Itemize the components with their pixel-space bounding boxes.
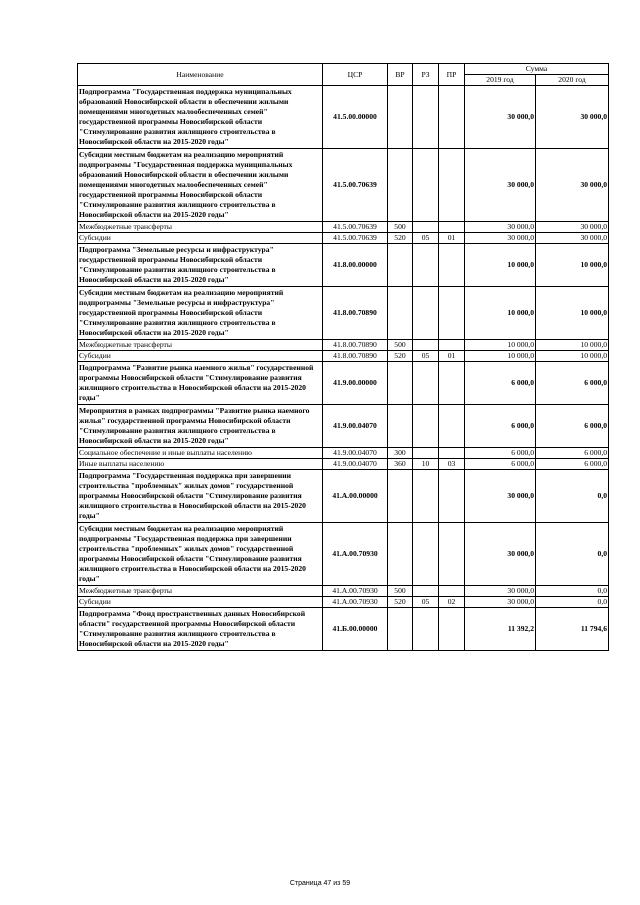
cell-name: Мероприятия в рамках подпрограммы "Развитие рынка наемного жилья" государственной программы Новосибирской области "Стимулирование развития жилищного строительства в Новосибирской области на 2015-2020 годы" — [78, 405, 323, 448]
header-year-2019: 2019 год — [465, 75, 536, 86]
cell-name: Социальное обеспечение и иные выплаты населению — [78, 448, 323, 459]
cell-pr — [439, 340, 465, 351]
program-row — [78, 149, 609, 222]
expense-row — [78, 597, 609, 608]
cell-vr: 360 — [388, 459, 413, 470]
cell-name: Субсидии местным бюджетам на реализацию мероприятий подпрограммы "Государственная поддержка при завершении строительства "проблемных" жилых домов" государственной программы Новосибирской области "Стимулирование развития жилищного строительства в Новосибирской области на 2015-2020 годы" — [78, 523, 323, 586]
header-vr: ВР — [388, 64, 413, 86]
cell-rz: 10 — [413, 459, 439, 470]
cell-csr: 41.5.00.70639 — [323, 233, 388, 244]
cell-pr — [439, 523, 465, 586]
cell-vr — [388, 362, 413, 405]
header-pr: ПР — [439, 64, 465, 86]
cell-vr: 520 — [388, 351, 413, 362]
cell-vr: 520 — [388, 233, 413, 244]
cell-vr: 500 — [388, 222, 413, 233]
cell-sum-2020: 0,0 — [536, 597, 609, 608]
cell-sum-2019: 30 000,0 — [465, 222, 536, 233]
cell-pr: 02 — [439, 597, 465, 608]
cell-sum-2020: 6 000,0 — [536, 362, 609, 405]
cell-vr: 520 — [388, 597, 413, 608]
cell-csr: 41.8.00.70890 — [323, 340, 388, 351]
cell-pr — [439, 244, 465, 287]
cell-vr — [388, 523, 413, 586]
cell-rz — [413, 586, 439, 597]
cell-rz — [413, 149, 439, 222]
expense-row — [78, 351, 609, 362]
cell-rz — [413, 470, 439, 523]
cell-name: Субсидии местным бюджетам на реализацию мероприятий подпрограммы "Государственная поддержка муниципальных образований Новосибирской области в обеспечении жилыми помещениями многодетных малообеспеченных семей" государственной программы Новосибирской области "Стимулирование развития жилищного строительства в Новосибирской области на 2015-2020 годы" — [78, 149, 323, 222]
cell-csr: 41.А.00.70930 — [323, 597, 388, 608]
cell-pr — [439, 287, 465, 340]
cell-sum-2019: 30 000,0 — [465, 597, 536, 608]
cell-rz — [413, 362, 439, 405]
cell-sum-2019: 6 000,0 — [465, 448, 536, 459]
cell-sum-2019: 6 000,0 — [465, 405, 536, 448]
cell-vr — [388, 470, 413, 523]
expense-row — [78, 233, 609, 244]
cell-name: Межбюджетные трансферты — [78, 222, 323, 233]
cell-sum-2020: 30 000,0 — [536, 222, 609, 233]
cell-name: Субсидии — [78, 597, 323, 608]
cell-vr — [388, 86, 413, 149]
cell-vr — [388, 608, 413, 651]
cell-pr — [439, 448, 465, 459]
cell-vr — [388, 244, 413, 287]
cell-pr — [439, 222, 465, 233]
expense-row — [78, 586, 609, 597]
cell-sum-2020: 10 000,0 — [536, 351, 609, 362]
cell-pr — [439, 405, 465, 448]
cell-rz: 05 — [413, 233, 439, 244]
cell-name: Подпрограмма "Фонд пространственных данных Новосибирской области" государственной программы Новосибирской области "Стимулирование развития жилищного строительства в Новосибирской области на 2015-2020 годы" — [78, 608, 323, 651]
cell-csr: 41.5.00.70639 — [323, 149, 388, 222]
cell-name: Иные выплаты населению — [78, 459, 323, 470]
program-row — [78, 470, 609, 523]
cell-pr — [439, 608, 465, 651]
cell-sum-2020: 0,0 — [536, 586, 609, 597]
cell-sum-2020: 30 000,0 — [536, 86, 609, 149]
cell-csr: 41.Б.00.00000 — [323, 608, 388, 651]
cell-sum-2019: 30 000,0 — [465, 233, 536, 244]
header-sum: Сумма — [465, 64, 609, 75]
cell-rz — [413, 448, 439, 459]
cell-rz — [413, 523, 439, 586]
program-row — [78, 86, 609, 149]
cell-name: Подпрограмма "Развитие рынка наемного жилья" государственной программы Новосибирской области "Стимулирование развития жилищного строительства в Новосибирской области на 2015-2020 годы" — [78, 362, 323, 405]
expense-row — [78, 448, 609, 459]
cell-vr: 300 — [388, 448, 413, 459]
cell-sum-2020: 10 000,0 — [536, 287, 609, 340]
cell-rz — [413, 222, 439, 233]
table-body — [78, 86, 609, 651]
cell-vr: 500 — [388, 586, 413, 597]
cell-name: Межбюджетные трансферты — [78, 586, 323, 597]
cell-sum-2020: 6 000,0 — [536, 448, 609, 459]
expense-row — [78, 222, 609, 233]
cell-pr — [439, 149, 465, 222]
cell-rz — [413, 608, 439, 651]
cell-rz — [413, 86, 439, 149]
program-row — [78, 523, 609, 586]
program-row — [78, 608, 609, 651]
cell-sum-2019: 30 000,0 — [465, 470, 536, 523]
cell-sum-2019: 6 000,0 — [465, 459, 536, 470]
cell-name: Межбюджетные трансферты — [78, 340, 323, 351]
cell-name: Подпрограмма "Земельные ресурсы и инфраструктура" государственной программы Новосибирской области "Стимулирование развития жилищного строительства в Новосибирской области на 2015-2020 годы" — [78, 244, 323, 287]
program-row — [78, 244, 609, 287]
cell-sum-2019: 10 000,0 — [465, 244, 536, 287]
cell-csr: 41.9.00.04070 — [323, 459, 388, 470]
cell-pr — [439, 362, 465, 405]
cell-vr — [388, 287, 413, 340]
cell-sum-2020: 30 000,0 — [536, 233, 609, 244]
cell-pr: 01 — [439, 351, 465, 362]
cell-sum-2019: 10 000,0 — [465, 287, 536, 340]
page-number: Страница 47 из 59 — [289, 880, 351, 887]
header-csr: ЦСР — [323, 64, 388, 86]
cell-name: Субсидии местным бюджетам на реализацию мероприятий подпрограммы "Земельные ресурсы и инфраструктура" государственной программы Новосибирской области "Стимулирование развития жилищного строительства в Новосибирской области на 2015-2020 годы" — [78, 287, 323, 340]
header-name: Наименование — [78, 64, 323, 86]
cell-csr: 41.А.00.70930 — [323, 523, 388, 586]
cell-name: Субсидии — [78, 351, 323, 362]
cell-rz: 05 — [413, 351, 439, 362]
cell-pr: 01 — [439, 233, 465, 244]
cell-sum-2020: 0,0 — [536, 470, 609, 523]
cell-sum-2019: 10 000,0 — [465, 340, 536, 351]
header-year-2020: 2020 год — [536, 75, 609, 86]
program-row — [78, 405, 609, 448]
cell-sum-2019: 10 000,0 — [465, 351, 536, 362]
expense-row — [78, 340, 609, 351]
cell-name: Субсидии — [78, 233, 323, 244]
cell-sum-2019: 6 000,0 — [465, 362, 536, 405]
cell-csr: 41.9.00.04070 — [323, 448, 388, 459]
cell-csr: 41.8.00.00000 — [323, 244, 388, 287]
cell-sum-2019: 30 000,0 — [465, 149, 536, 222]
header-rz: РЗ — [413, 64, 439, 86]
cell-csr: 41.А.00.00000 — [323, 470, 388, 523]
cell-sum-2020: 0,0 — [536, 523, 609, 586]
cell-sum-2020: 6 000,0 — [536, 405, 609, 448]
cell-csr: 41.8.00.70890 — [323, 351, 388, 362]
cell-rz: 05 — [413, 597, 439, 608]
cell-rz — [413, 405, 439, 448]
cell-rz — [413, 287, 439, 340]
cell-sum-2020: 10 000,0 — [536, 244, 609, 287]
cell-rz — [413, 244, 439, 287]
cell-pr — [439, 86, 465, 149]
cell-sum-2020: 6 000,0 — [536, 459, 609, 470]
cell-sum-2020: 11 794,6 — [536, 608, 609, 651]
document-page — [77, 63, 609, 651]
cell-pr — [439, 586, 465, 597]
cell-rz — [413, 340, 439, 351]
cell-pr: 03 — [439, 459, 465, 470]
cell-csr: 41.8.00.70890 — [323, 287, 388, 340]
program-row — [78, 362, 609, 405]
cell-sum-2020: 30 000,0 — [536, 149, 609, 222]
cell-vr — [388, 405, 413, 448]
cell-name: Подпрограмма "Государственная поддержка муниципальных образований Новосибирской области в обеспечении жилыми помещениями многодетных малообеспеченных семей" государственной программы Новосибирской области "Стимулирование развития жилищного строительства в Новосибирской области на 2015-2020 годы" — [78, 86, 323, 149]
cell-name: Подпрограмма "Государственная поддержка при завершении строительства "проблемных" жилых домов" государственной программы Новосибирской области "Стимулирование развития жилищного строительства в Новосибирской области на 2015-2020 годы" — [78, 470, 323, 523]
cell-vr — [388, 149, 413, 222]
cell-sum-2019: 30 000,0 — [465, 86, 536, 149]
budget-table — [77, 63, 609, 651]
cell-sum-2019: 30 000,0 — [465, 586, 536, 597]
cell-csr: 41.5.00.00000 — [323, 86, 388, 149]
cell-csr: 41.9.00.04070 — [323, 405, 388, 448]
program-row — [78, 287, 609, 340]
cell-vr: 500 — [388, 340, 413, 351]
table-header — [78, 64, 609, 86]
expense-row — [78, 459, 609, 470]
cell-csr: 41.9.00.00000 — [323, 362, 388, 405]
cell-sum-2019: 11 392,2 — [465, 608, 536, 651]
cell-sum-2019: 30 000,0 — [465, 523, 536, 586]
cell-sum-2020: 10 000,0 — [536, 340, 609, 351]
cell-pr — [439, 470, 465, 523]
cell-csr: 41.А.00.70930 — [323, 586, 388, 597]
cell-csr: 41.5.00.70639 — [323, 222, 388, 233]
